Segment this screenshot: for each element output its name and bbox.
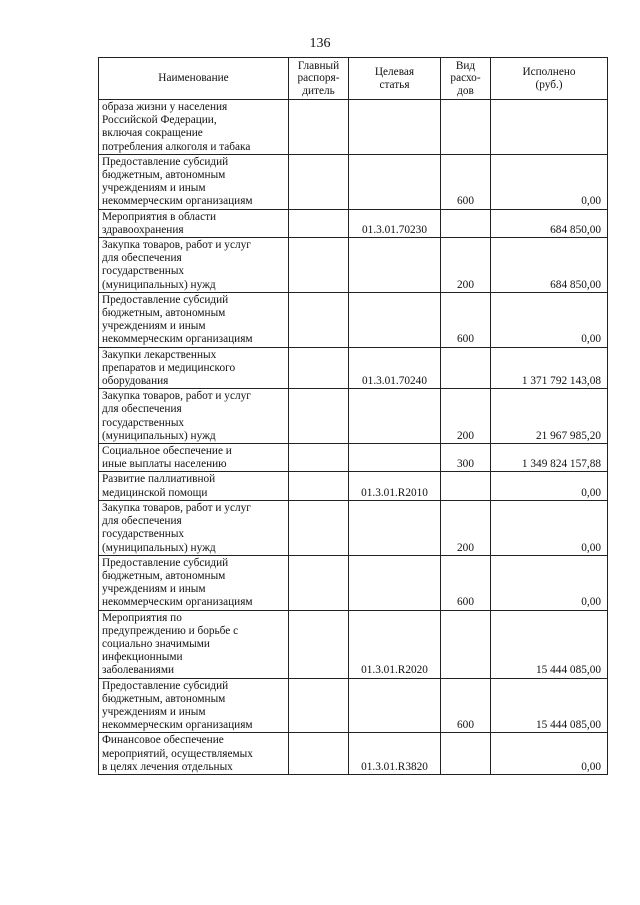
cell-admin (289, 444, 349, 472)
cell-amount: 0,00 (491, 472, 608, 500)
header-type: Вид расхо- дов (441, 58, 491, 100)
cell-name: Закупка товаров, работ и услуг для обеспечения государственных (муниципальных) нужд (99, 500, 289, 555)
table-row (99, 292, 608, 347)
cell-admin (289, 678, 349, 733)
cell-type: 300 (441, 444, 491, 472)
cell-type (441, 610, 491, 678)
cell-amount: 0,00 (491, 292, 608, 347)
cell-admin (289, 209, 349, 237)
cell-amount: 1 349 824 157,88 (491, 444, 608, 472)
table-row (99, 610, 608, 678)
cell-amount: 1 371 792 143,08 (491, 347, 608, 389)
cell-amount: 0,00 (491, 555, 608, 610)
header-amount: Исполнено (руб.) (491, 58, 608, 100)
table-row (99, 100, 608, 155)
cell-name: Закупка товаров, работ и услуг для обеспечения государственных (муниципальных) нужд (99, 389, 289, 444)
cell-admin (289, 555, 349, 610)
cell-code (349, 678, 441, 733)
table-row (99, 678, 608, 733)
page-number: 136 (309, 36, 331, 51)
cell-amount (491, 100, 608, 155)
cell-amount: 15 444 085,00 (491, 678, 608, 733)
cell-amount: 21 967 985,20 (491, 389, 608, 444)
table-row (99, 347, 608, 389)
cell-admin (289, 500, 349, 555)
cell-code (349, 238, 441, 293)
cell-code: 01.3.01.70230 (349, 209, 441, 237)
cell-amount: 0,00 (491, 154, 608, 209)
table-row (99, 209, 608, 237)
cell-name: Предоставление субсидий бюджетным, автономным учреждениям и иным некоммерческим организациям (99, 678, 289, 733)
cell-admin (289, 100, 349, 155)
cell-code (349, 100, 441, 155)
table-row (99, 238, 608, 293)
cell-code: 01.3.01.70240 (349, 347, 441, 389)
cell-admin (289, 238, 349, 293)
cell-name: Финансовое обеспечение мероприятий, осуществляемых в целях лечения отдельных (99, 733, 289, 775)
cell-name: Предоставление субсидий бюджетным, автономным учреждениям и иным некоммерческим организациям (99, 555, 289, 610)
cell-type: 200 (441, 389, 491, 444)
table-row (99, 555, 608, 610)
cell-name: Закупка товаров, работ и услуг для обеспечения государственных (муниципальных) нужд (99, 238, 289, 293)
cell-type: 200 (441, 500, 491, 555)
cell-name: Предоставление субсидий бюджетным, автономным учреждениям и иным некоммерческим организациям (99, 292, 289, 347)
cell-code (349, 555, 441, 610)
cell-code (349, 389, 441, 444)
cell-type: 600 (441, 555, 491, 610)
cell-admin (289, 733, 349, 775)
cell-amount: 684 850,00 (491, 238, 608, 293)
cell-name: Предоставление субсидий бюджетным, автономным учреждениям и иным некоммерческим организациям (99, 154, 289, 209)
cell-name: Развитие паллиативной медицинской помощи (99, 472, 289, 500)
cell-code: 01.3.01.R2010 (349, 472, 441, 500)
cell-type: 200 (441, 238, 491, 293)
header-code: Целевая статья (349, 58, 441, 100)
table-row (99, 500, 608, 555)
cell-type (441, 733, 491, 775)
cell-admin (289, 610, 349, 678)
table-row (99, 389, 608, 444)
cell-code (349, 292, 441, 347)
cell-name: Мероприятия в области здравоохранения (99, 209, 289, 237)
cell-type (441, 472, 491, 500)
table-row (99, 154, 608, 209)
cell-code (349, 154, 441, 209)
table-row (99, 733, 608, 775)
cell-type (441, 347, 491, 389)
cell-amount: 684 850,00 (491, 209, 608, 237)
cell-code (349, 444, 441, 472)
cell-name: Социальное обеспечение и иные выплаты населению (99, 444, 289, 472)
cell-admin (289, 472, 349, 500)
cell-admin (289, 347, 349, 389)
budget-table (98, 57, 608, 775)
cell-admin (289, 292, 349, 347)
cell-amount: 0,00 (491, 733, 608, 775)
cell-name: образа жизни у населения Российской Федерации, включая сокращение потребления алкоголя и табака (99, 100, 289, 155)
table-row (99, 444, 608, 472)
cell-type (441, 100, 491, 155)
header-row (99, 58, 608, 100)
cell-admin (289, 389, 349, 444)
cell-code: 01.3.01.R2020 (349, 610, 441, 678)
cell-code: 01.3.01.R3820 (349, 733, 441, 775)
cell-amount: 0,00 (491, 500, 608, 555)
header-admin: Главный распоря- дитель (289, 58, 349, 100)
cell-name: Мероприятия по предупреждению и борьбе с социально значимыми инфекционными заболеваниями (99, 610, 289, 678)
cell-admin (289, 154, 349, 209)
cell-type: 600 (441, 292, 491, 347)
header-name: Наименование (99, 58, 289, 100)
cell-code (349, 500, 441, 555)
table-row (99, 472, 608, 500)
cell-amount: 15 444 085,00 (491, 610, 608, 678)
cell-type: 600 (441, 678, 491, 733)
cell-type: 600 (441, 154, 491, 209)
cell-type (441, 209, 491, 237)
cell-name: Закупки лекарственных препаратов и медицинского оборудования (99, 347, 289, 389)
